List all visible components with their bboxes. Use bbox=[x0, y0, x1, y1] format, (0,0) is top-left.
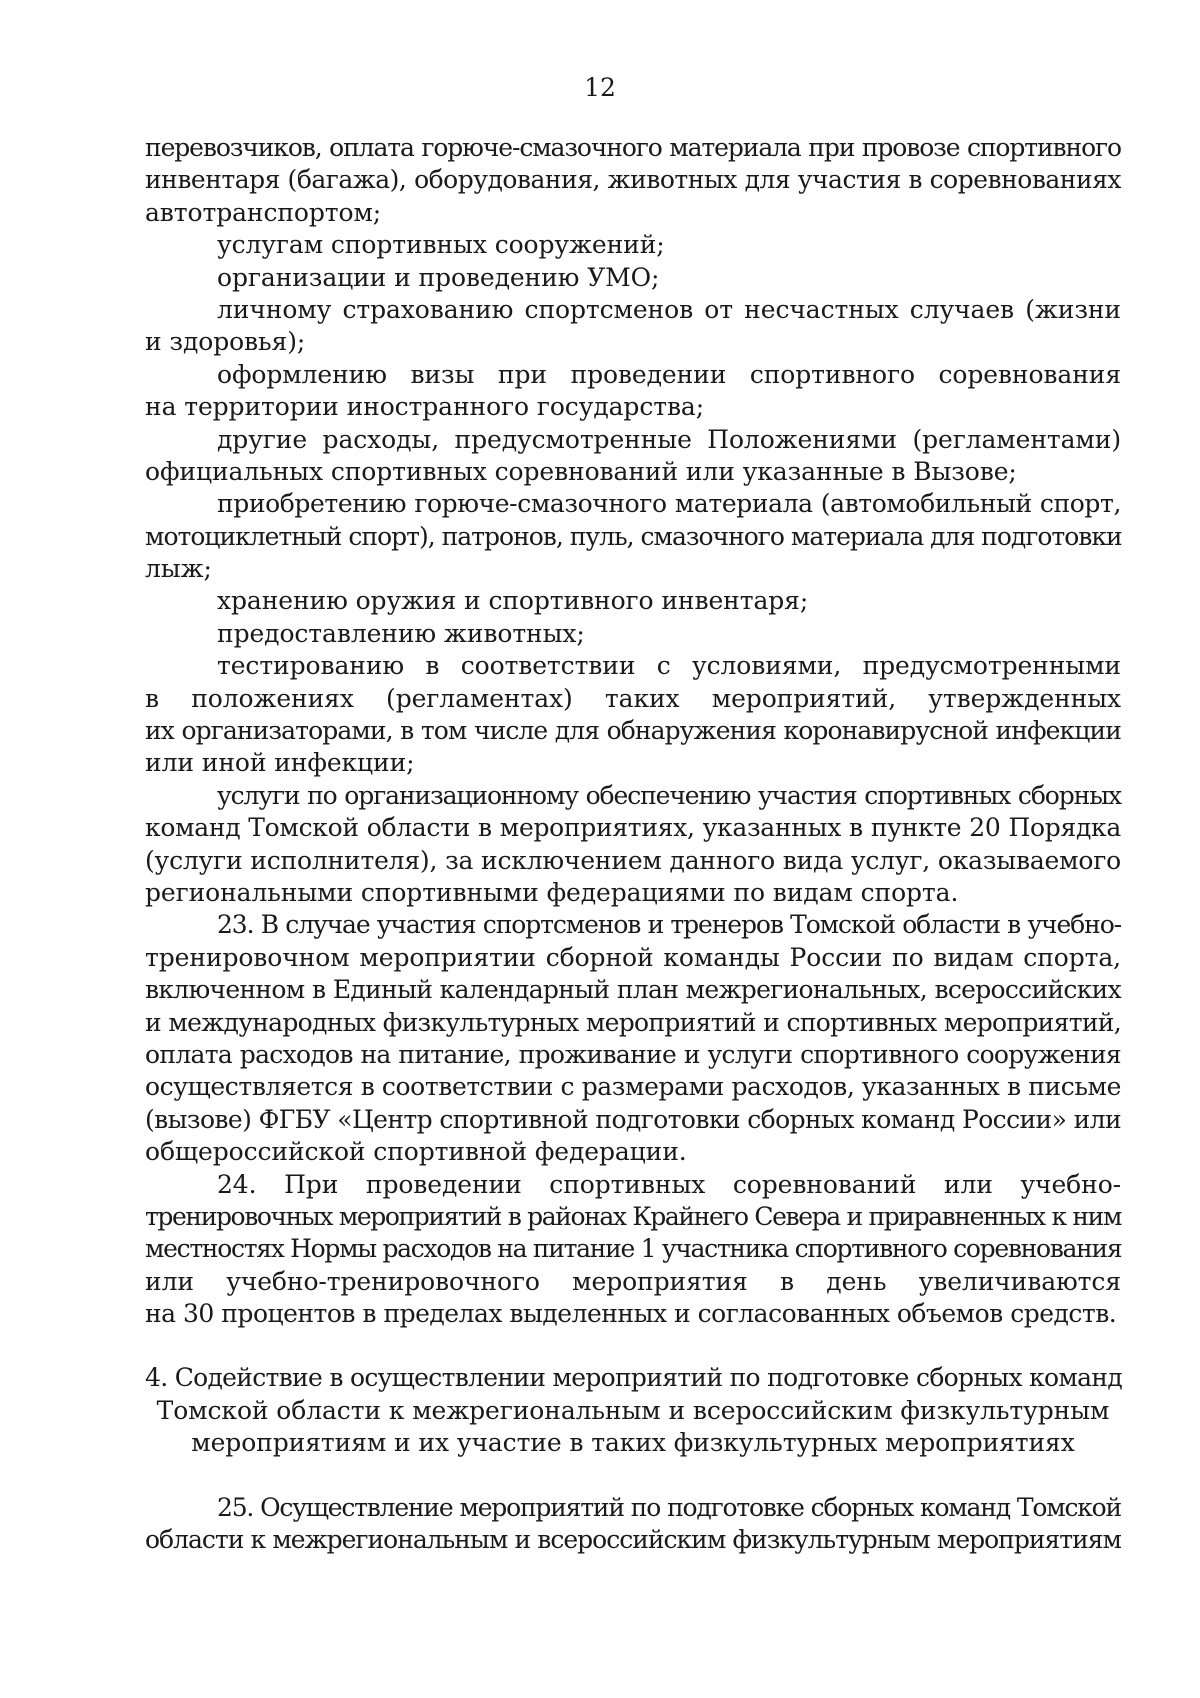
text-line: 25. Осуществление мероприятий по подготовке сборных команд Томской bbox=[217, 1492, 1121, 1522]
text-line: и международных физкультурных мероприятий и спортивных мероприятий, bbox=[145, 1007, 1121, 1037]
text-line: другие расходы, предусмотренные Положениями (регламентами) bbox=[217, 424, 1121, 454]
text-line: оформлению визы при проведении спортивного соревнования bbox=[217, 359, 1121, 389]
text-line: или учебно-тренировочного мероприятия в день увеличиваются bbox=[145, 1266, 1121, 1296]
text-line: региональными спортивными федерациями по видам спорта. bbox=[145, 877, 959, 907]
text-line: на территории иностранного государства; bbox=[145, 392, 705, 422]
text-line: предоставлению животных; bbox=[217, 618, 585, 648]
paragraph bbox=[145, 132, 1121, 229]
text-line: тренировочных мероприятий в районах Крайнего Севера и приравненных к ним bbox=[145, 1201, 1121, 1231]
text-line: лыж; bbox=[145, 554, 212, 584]
text-line: команд Томской области в мероприятиях, указанных в пункте 20 Порядка bbox=[145, 813, 1121, 843]
text-line: перевозчиков, оплата горюче-смазочного материала при провозе спортивного bbox=[145, 133, 1121, 162]
paragraph bbox=[145, 294, 1121, 359]
paragraph bbox=[145, 585, 1121, 617]
text-line: (услуги исполнителя), за исключением данного вида услуг, оказываемого bbox=[145, 845, 1121, 875]
text-line: осуществляется в соответствии с размерами расходов, указанных в письме bbox=[145, 1072, 1121, 1102]
heading-line: 4. Содействие в осуществлении мероприятий по подготовке сборных команд bbox=[145, 1363, 1123, 1393]
text-line: оплата расходов на питание, проживание и услуги спортивного сооружения bbox=[145, 1039, 1121, 1069]
text-line: области к межрегиональным и всероссийским физкультурным мероприятиям bbox=[145, 1525, 1121, 1555]
section-heading bbox=[145, 1362, 1121, 1459]
text-line: их организаторами, в том числе для обнаружения коронавирусной инфекции bbox=[145, 716, 1121, 746]
text-line: хранению оружия и спортивного инвентаря; bbox=[217, 586, 809, 616]
paragraph bbox=[145, 262, 1121, 294]
heading-line: Томской области к межрегиональным и всероссийским физкультурным bbox=[156, 1395, 1110, 1425]
paragraph bbox=[145, 359, 1121, 424]
heading-line: мероприятиям и их участие в таких физкультурных мероприятиях bbox=[191, 1428, 1075, 1458]
paragraph bbox=[145, 424, 1121, 489]
text-line: инвентаря (багажа), оборудования, животных для участия в соревнованиях bbox=[145, 165, 1121, 195]
text-line: личному страхованию спортсменов от несчастных случаев (жизни bbox=[217, 294, 1121, 324]
text-line: на 30 процентов в пределах выделенных и согласованных объемов средств. bbox=[145, 1299, 1117, 1329]
text-line: 23. В случае участия спортсменов и тренеров Томской области в учебно- bbox=[217, 910, 1121, 940]
document-body bbox=[145, 132, 1121, 1556]
text-line: приобретению горюче-смазочного материала (автомобильный спорт, bbox=[217, 489, 1121, 519]
text-line: 24. При проведении спортивных соревнований или учебно- bbox=[217, 1169, 1121, 1199]
paragraph bbox=[145, 909, 1121, 1168]
text-line: мотоциклетный спорт), патронов, пуль, смазочного материала для подготовки bbox=[145, 521, 1122, 551]
text-line: общероссийской спортивной федерации. bbox=[145, 1137, 687, 1167]
page-number: 12 bbox=[584, 73, 616, 102]
text-line: в положениях (регламентах) таких мероприятий, утвержденных bbox=[145, 683, 1121, 713]
text-line: местностях Нормы расходов на питание 1 участника спортивного соревнования bbox=[145, 1234, 1122, 1264]
paragraph bbox=[145, 1169, 1121, 1331]
text-line: организации и проведению УМО; bbox=[217, 262, 660, 292]
text-line: официальных спортивных соревнований или указанные в Вызове; bbox=[145, 456, 1017, 486]
text-line: включенном в Единый календарный план межрегиональных, всероссийских bbox=[145, 975, 1121, 1005]
paragraph bbox=[145, 1492, 1121, 1557]
text-line: тестированию в соответствии с условиями, предусмотренными bbox=[217, 651, 1121, 681]
paragraph bbox=[145, 650, 1121, 780]
text-line: и здоровья); bbox=[145, 327, 306, 357]
text-line: тренировочном мероприятии сборной команды России по видам спорта, bbox=[145, 942, 1121, 972]
text-line: услуги по организационному обеспечению участия спортивных сборных bbox=[217, 780, 1121, 810]
paragraph bbox=[145, 618, 1121, 650]
text-line: автотранспортом; bbox=[145, 197, 382, 227]
text-line: или иной инфекции; bbox=[145, 748, 415, 778]
paragraph bbox=[145, 780, 1121, 910]
text-line: (вызове) ФГБУ «Центр спортивной подготовки сборных команд России» или bbox=[145, 1104, 1122, 1134]
text-line: услугам спортивных сооружений; bbox=[217, 230, 665, 260]
paragraph bbox=[145, 229, 1121, 261]
paragraph bbox=[145, 488, 1121, 585]
